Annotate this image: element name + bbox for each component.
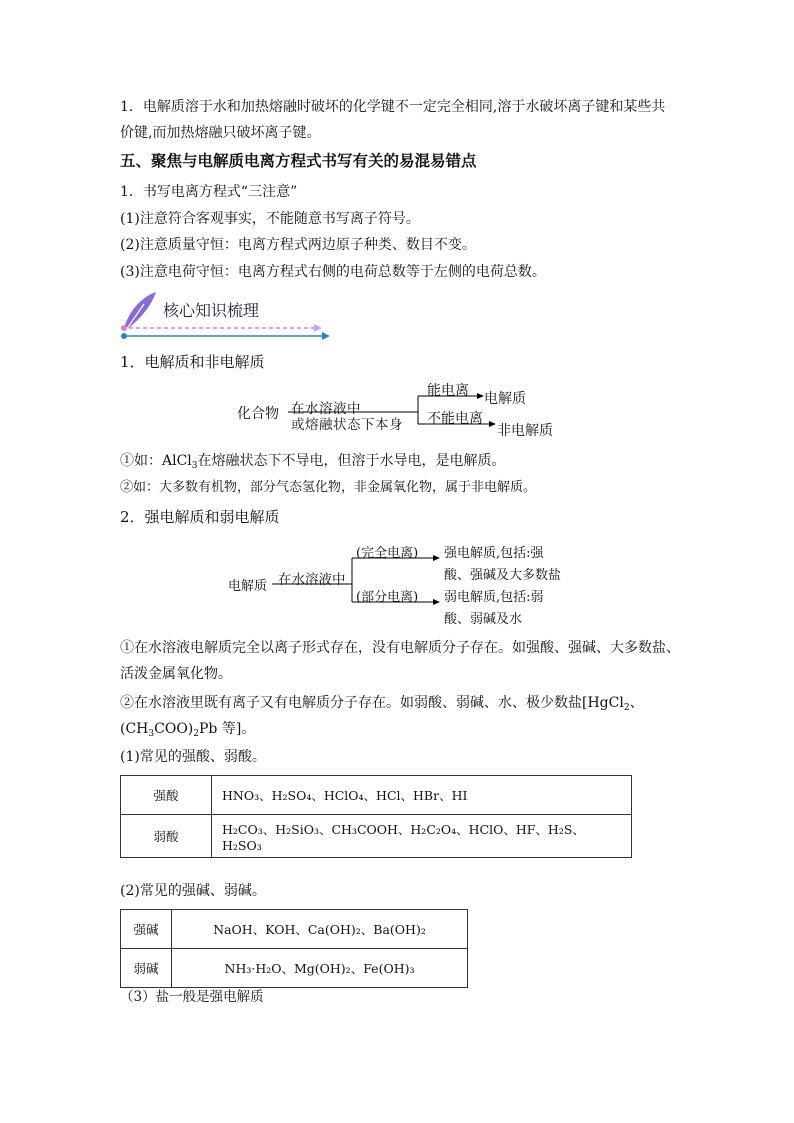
strong-base-label: 强碱 [121,910,172,949]
para2-line2: $(CH_3COO)_2Pb$ 等]。 [120,721,256,739]
table-row [121,910,468,949]
diagram2-weak-line2: 酸、弱碱及水 [444,612,523,627]
strong-acid-list: HNO₃、H₂SO₄、HClO₄、HCl、HBr、HI [212,776,632,815]
diagram-root: 化合物 [237,406,279,422]
banner-title: 核心知识梳理 [163,301,260,320]
strong-base-list: NaOH、KOH、Ca(OH)₂、Ba(OH)₂ [172,910,468,949]
diagram-branch-not-ionize: 不能电离 [427,411,483,427]
diagram-result-electrolyte: 电解质 [484,391,526,407]
subsection-title: 1．书写电离方程式“三注意” [120,184,298,200]
note-alcl3: ①如：AlCl$_3$在熔融状态下不导电，但溶于水导电，是电解质。 [120,453,506,471]
diagram-result-nonelectrolyte: 非电解质 [497,423,553,439]
part1-title: 1．电解质和非电解质 [120,353,265,371]
diagram2-root: 电解质 [228,579,268,594]
diagram2-strong-line2: 酸、强碱及大多数盐 [444,568,562,583]
diagram-branch-ionizes: 能电离 [427,383,469,399]
diagram-condition-bottom: 或熔融状态下本身 [291,417,403,433]
note-item-1: (1)注意符合客观事实，不能随意书写离子符号。 [120,211,420,227]
para1-line1: ①在水溶液电解质完全以离子形式存在，没有电解质分子存在。如强酸、强碱、大多数盐、 [120,640,680,656]
weak-base-label: 弱碱 [121,949,172,988]
weak-acid-label: 弱酸 [121,815,212,858]
acids-table [120,775,632,858]
intro-line-1: 1．电解质溶于水和加热熔融时破坏的化学键不一定完全相同,溶于水破坏离子键和某些共 [120,99,666,115]
table-row [121,776,632,815]
diagram2-strong-line1: 强电解质,包括:强 [444,546,544,561]
salts-note: （3）盐一般是强电解质 [120,989,264,1005]
diagram2-branch-complete: (完全电离) [356,546,419,561]
note-item-3: (3)注意电荷守恒：电离方程式右侧的电荷总数等于左侧的电荷总数。 [120,264,546,280]
table-row [121,949,468,988]
diagram2-condition: 在水溶液中 [278,572,346,588]
section-heading: 五、聚焦与电解质电离方程式书写有关的易混易错点 [120,151,477,170]
weak-base-list: NH₃·H₂O、Mg(OH)₂、Fe(OH)₃ [172,949,468,988]
table-row [121,815,632,858]
para2-line1: ②在水溶液里既有离子又有电解质分子存在。如弱酸、弱碱、水、极少数盐[HgCl$_2$、 [120,695,644,713]
para1-line2: 活泼金属氧化物。 [120,666,232,682]
bases-heading: (2)常见的强碱、弱碱。 [120,883,266,899]
part2-title: 2．强电解质和弱电解质 [120,508,280,526]
bases-table [120,909,468,988]
diagram2-weak-line1: 弱电解质,包括:弱 [444,590,544,605]
note-nonelectrolytes: ②如：大多数有机物，部分气态氢化物，非金属氧化物，属于非电解质。 [120,480,537,495]
electrolyte-classification-diagram [237,380,567,442]
strong-acid-label: 强酸 [121,776,212,815]
acids-heading: (1)常见的强酸、弱酸。 [120,749,266,765]
diagram2-branch-partial: (部分电离) [356,590,419,605]
note-item-2: (2)注意质量守恒：电离方程式两边原子种类、数目不变。 [120,237,476,253]
weak-acid-list: H₂CO₃、H₂SiO₃、CH₃COOH、H₂C₂O₄、HClO、HF、H₂S、H₂SO₃ [212,815,632,858]
diagram-condition-top: 在水溶液中 [291,401,361,417]
feather-icon [124,292,156,330]
intro-line-2: 价键,而加热熔融只破坏离子键。 [120,125,321,141]
strong-weak-diagram [228,540,568,630]
